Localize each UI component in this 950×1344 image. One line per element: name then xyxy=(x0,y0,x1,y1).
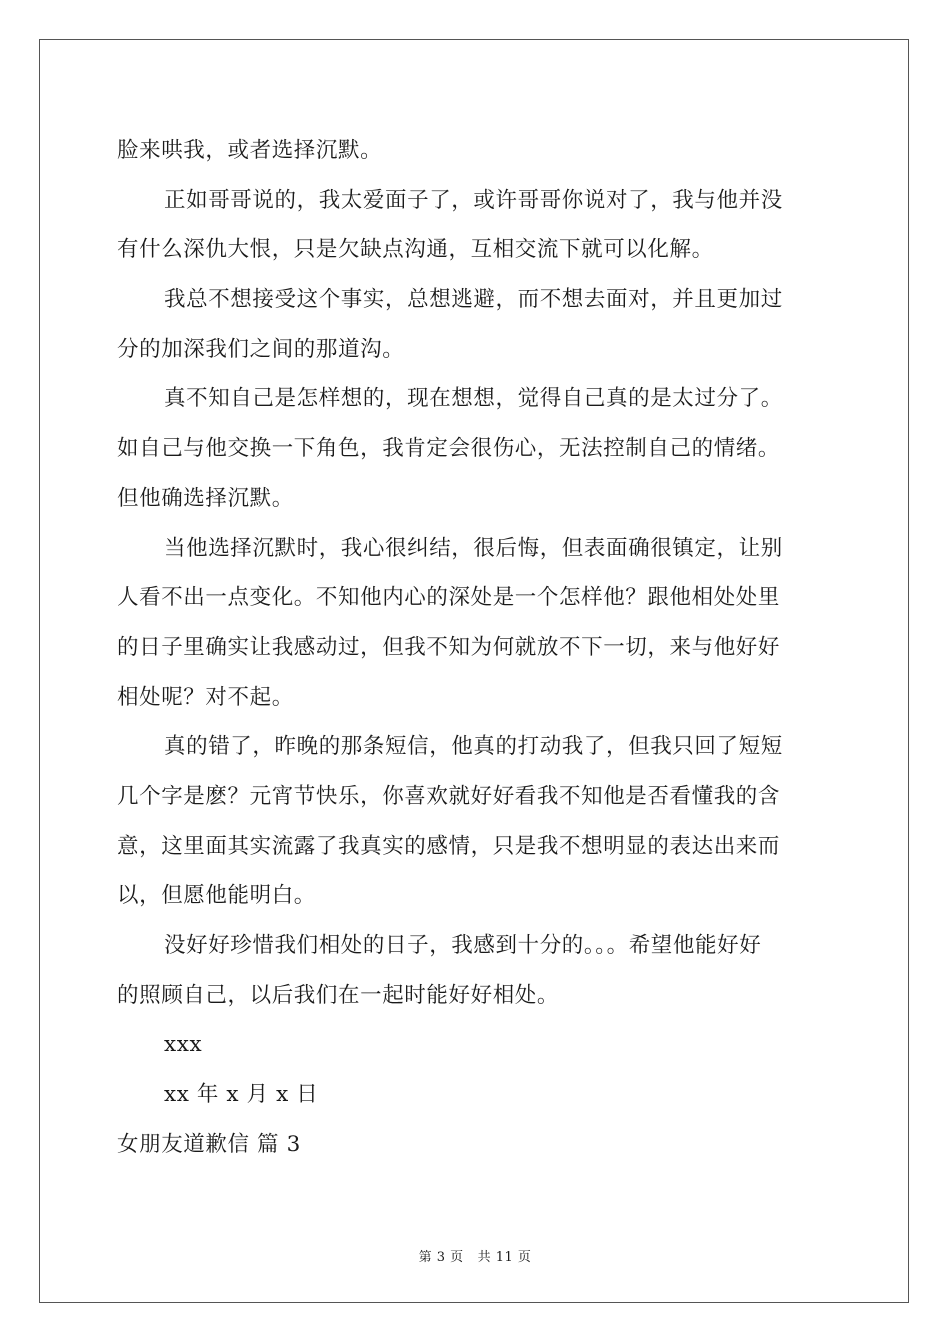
text-line: 我总不想接受这个事实，总想逃避，而不想去面对，并且更加过 xyxy=(164,287,783,313)
text-line: 意，这里面其实流露了我真实的感情，只是我不想明显的表达出来而 xyxy=(117,833,781,859)
text-line: 有什么深仇大恨，只是欠缺点沟通，互相交流下就可以化解。 xyxy=(117,237,714,263)
section-heading: 女朋友道歉信 篇 3 xyxy=(117,1131,301,1157)
text-line: 正如哥哥说的，我太爱面子了，或许哥哥你说对了，我与他并没 xyxy=(164,187,783,213)
text-line: 真不知自己是怎样想的，现在想想，觉得自己真的是太过分了。 xyxy=(164,386,783,412)
text-line: 人看不出一点变化。不知他内心的深处是一个怎样他？跟他相处处里 xyxy=(117,585,781,611)
text-line: 脸来哄我，或者选择沉默。 xyxy=(117,138,383,163)
text-line: 相处呢？对不起。 xyxy=(117,684,294,710)
text-line: 的日子里确实让我感动过，但我不知为何就放不下一切，来与他好好 xyxy=(117,634,781,660)
signature: xxx xyxy=(164,1032,203,1058)
text-line: 但他确选择沉默。 xyxy=(117,485,294,511)
text-line: 几个字是麽？元宵节快乐，你喜欢就好好看我不知他是否看懂我的含 xyxy=(117,783,781,809)
document-body xyxy=(117,126,833,1169)
text-line: 以，但愿他能明白。 xyxy=(117,883,316,909)
page-footer xyxy=(0,1246,950,1265)
date-line: xx 年 x 月 x 日 xyxy=(164,1082,319,1108)
page-total: 共 11 页 xyxy=(477,1250,532,1265)
page-number: 第 3 页 xyxy=(418,1250,464,1265)
text-line: 分的加深我们之间的那道沟。 xyxy=(117,336,405,362)
text-line: 的照顾自己，以后我们在一起时能好好相处。 xyxy=(117,982,560,1008)
text-line: 没好好珍惜我们相处的日子，我感到十分的。。。希望他能好好 xyxy=(164,933,762,958)
text-line: 真的错了，昨晚的那条短信，他真的打动我了，但我只回了短短 xyxy=(164,734,783,760)
text-line: 当他选择沉默时，我心很纠结，很后悔，但表面确很镇定，让别 xyxy=(164,535,783,561)
text-line: 如自己与他交换一下角色，我肯定会很伤心，无法控制自己的情绪。 xyxy=(117,436,781,462)
